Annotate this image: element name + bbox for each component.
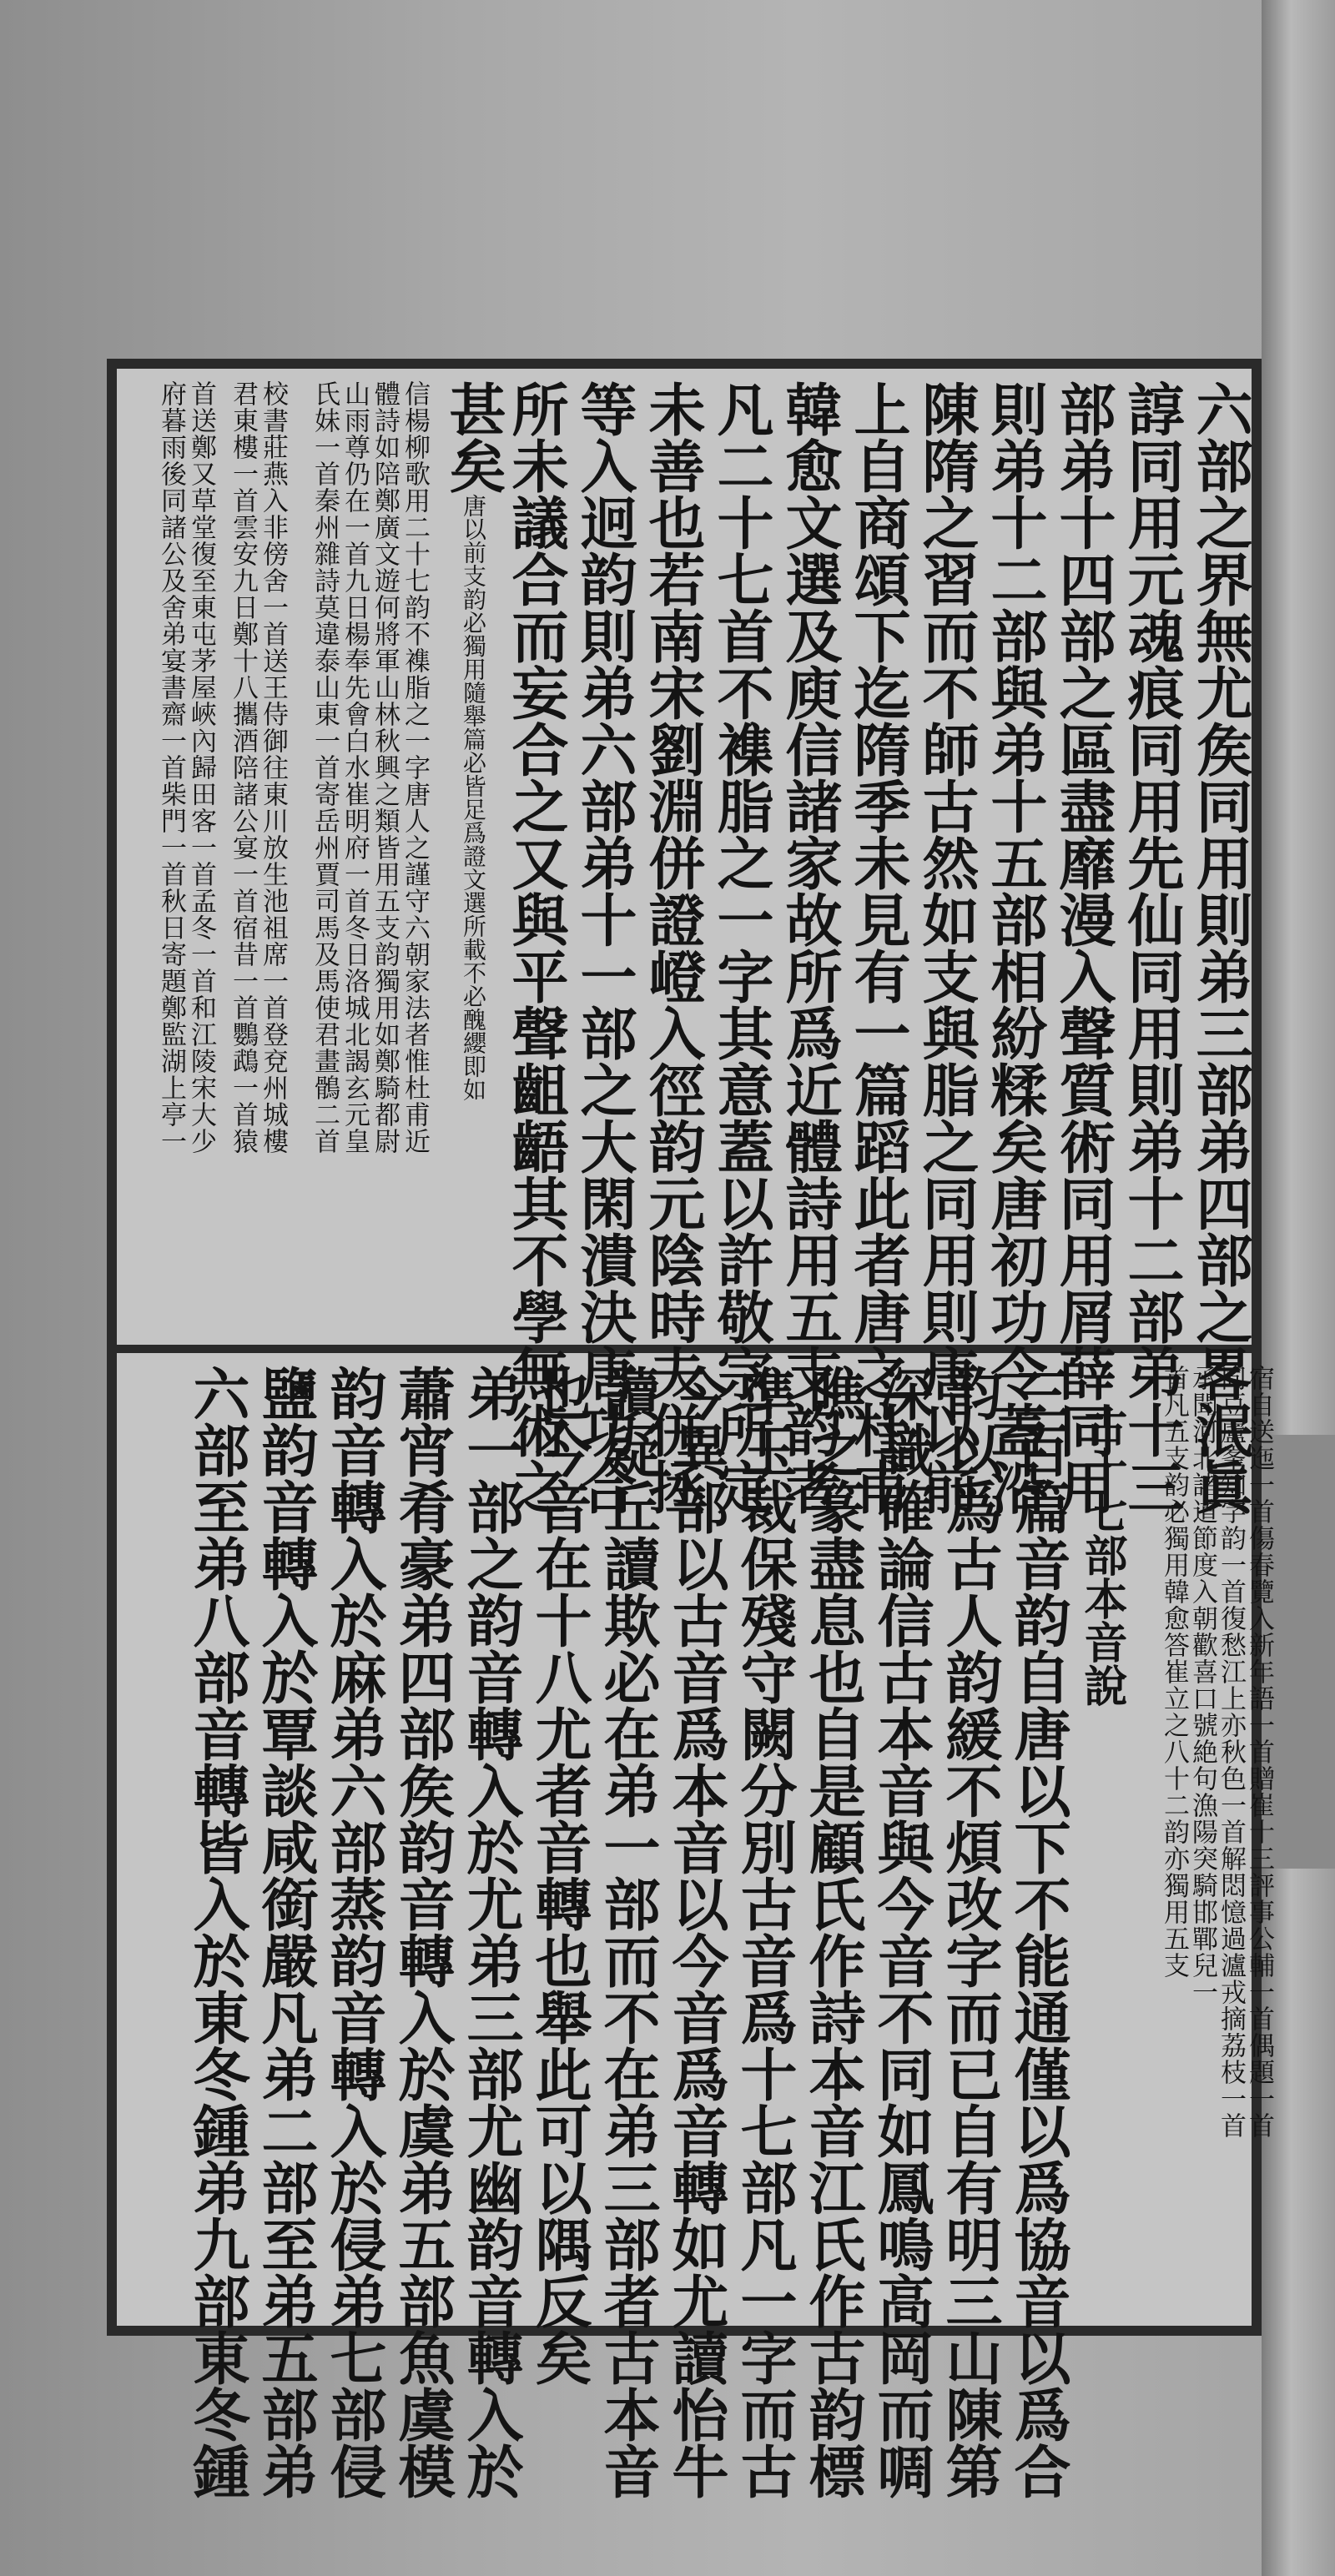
- main-text-column: 韓愈文選及庾信諸家故所爲近體詩用五支韵者: [776, 380, 843, 1515]
- note-column: 校書莊燕入非傍舍一首送王侍御往東川放生池祖席一首登兗州城樓: [258, 380, 288, 1155]
- main-text-column: 讀疑丘讀欺必在弟一部而不在弟三部者古本音: [594, 1365, 661, 2499]
- lower-register: [117, 1353, 1274, 2499]
- note-column: 氏妹一首秦州雜詩莫違泰山東一首寄岳州賈司馬及馬使君畫鶻二首: [310, 380, 340, 1155]
- main-text-column: 深識確論信古本音與今音不同如鳳鳴高岡而啁: [868, 1365, 934, 2499]
- note-column: 承聞河北諸道節度入朝歡喜口號絶句漁陽突騎邯鄲兒一: [1187, 1365, 1217, 2005]
- note-column: 府暮雨後同諸公及舍弟宴書齋一首柴門一首秋日寄題鄭監湖上亭一: [156, 380, 186, 1155]
- main-text-column: 噍之篆盡息也自是顧氏作詩本音江氏作古韵標: [799, 1365, 866, 2499]
- main-text-column-with-note: [436, 380, 505, 1340]
- note-column: 體詩如陪鄭廣文遊何將軍山林秋興之類皆用五支韵獨用如鄭騎都尉: [370, 380, 400, 1155]
- section-title: 古十七部本音說: [1076, 1403, 1127, 1707]
- main-text-column: 弟一部之韵音轉入於尤弟三部尤幽韵音轉入於: [457, 1365, 524, 2499]
- main-text-column: 凡二十七首不襍脂之一字其意蓋以許敬宗所定: [708, 380, 774, 1515]
- main-text-column: 蕭宵肴豪弟四部矦韵音轉入於虞弟五部魚虞模: [389, 1365, 456, 2499]
- main-text-column: 則弟十二部與弟十五部相紛糅矣唐初功令蓋沿: [981, 380, 1048, 1515]
- main-text-column: 諄同用元魂痕同用先仙同用則弟十二部弟十三: [1118, 380, 1185, 1515]
- main-text-column: 六部之界無尤矦同用則弟三部弟四部之畧泯眞: [1186, 380, 1253, 1515]
- main-text-column: 上自商頌下迄隋季未見有一篇蹈此者唐之杜甫: [844, 380, 911, 1515]
- main-text-column: 今異部以古音爲本音以今音爲音轉如尤讀怡牛: [662, 1365, 729, 2499]
- note-column: 宿自送迤一首傷春覽入新年語一首贈崔十三評事公輔一首偶題一首: [1244, 1365, 1274, 2139]
- main-text-column: 鹽韵音轉入於覃談咸銜嚴凡弟二部至弟五部弟: [252, 1365, 319, 2499]
- note-column: 信楊柳歌用二十七韵不襍脂之一字唐人之謹守六朝家法者惟杜甫近: [400, 380, 430, 1155]
- book-spine-edge: [1262, 0, 1335, 2576]
- note-column: 山雨尊仍在一首九日楊奉先會白水崔明府一首冬日洛城北謁玄元皇: [340, 380, 370, 1155]
- main-text-column: 三百篇音韵自唐以下不能通僅以爲協音以爲合: [1005, 1365, 1071, 2499]
- main-text-column: 部弟十四部之區盡靡漫入聲質術同用屑薛同用: [1050, 380, 1116, 1515]
- note-column: 首凡五支韵必獨用韓愈答崔立之八十二韵亦獨用五支: [1159, 1365, 1189, 1979]
- main-text-column: 等入迥韵則弟六部弟十一部之大閑潰決唐功合: [571, 380, 637, 1515]
- main-text-column: 準玉裁保殘守闕分別古音爲十七部凡一字而古: [731, 1365, 798, 2499]
- main-text-column: 也今音在十八尤者音轉也舉此可以隅反矣: [526, 1365, 592, 2386]
- main-text-lead: 甚矣: [440, 380, 506, 494]
- inline-note: 唐以前支韵必獨用隨舉篇必皆足爲證文選所載不必醜纓即如: [460, 494, 487, 1101]
- main-text-column: 所未議合而妄合之又與平聲齟齬其不學無術之: [502, 380, 569, 1515]
- main-text-column: 六部至弟八部音轉皆入於東冬鍾弟九部東冬鍾: [184, 1365, 250, 2499]
- upper-register: [117, 369, 1253, 1515]
- printed-page: [107, 359, 1274, 2499]
- main-text-column: 韵音轉入於麻弟六部蒸韵音轉入於侵弟七部侵: [320, 1365, 387, 2499]
- main-text-column: 未善也若南宋劉淵併證嶝入徑韵元陰時夫併拯: [639, 380, 706, 1515]
- main-text-column: 陳隋之習而不師古然如支與脂之同用則唐以前: [913, 380, 980, 1515]
- note-column: 首送鄭又草堂復至東屯茅屋峽內歸田客一首孟冬一首和江陵宋大少: [186, 380, 216, 1155]
- main-text-column: 韵以爲古人韵緩不煩改字而已自有明三山陳第: [936, 1365, 1003, 2499]
- note-column: 君東樓一首雲安九日鄭十八攜酒陪諸公宴一首宿昔一首鸚鵡一首猿: [228, 380, 258, 1155]
- note-column: 同豆盧峯知字韵一首復愁江上亦秋色一首解悶憶過瀘戎摘荔枝一首: [1216, 1365, 1246, 2139]
